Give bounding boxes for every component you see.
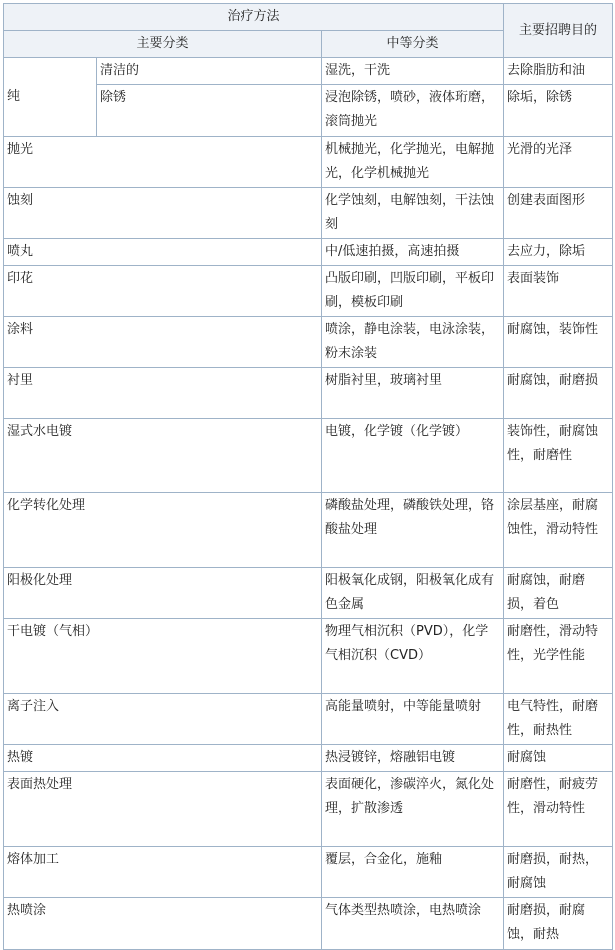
methods-cell: 电镀，化学镀（化学镀） <box>322 419 504 493</box>
purpose-cell: 耐磨性，耐疲劳性，滑动特性 <box>504 772 613 847</box>
methods-cell: 表面硬化，渗碳淬火，氮化处理，扩散渗透 <box>322 772 504 847</box>
table-row <box>4 493 613 568</box>
purpose-cell: 除垢，除锈 <box>504 85 613 137</box>
category-cell: 纯 <box>4 58 97 137</box>
table-row <box>4 58 613 85</box>
table-row <box>4 568 613 619</box>
methods-cell: 物理气相沉积（PVD），化学气相沉积（CVD） <box>322 619 504 694</box>
table-body <box>4 4 613 950</box>
table-row <box>4 239 613 266</box>
table-row <box>4 898 613 950</box>
methods-cell: 树脂衬里，玻璃衬里 <box>322 368 504 419</box>
table-row <box>4 188 613 239</box>
header-main-purpose: 主要招聘目的 <box>504 4 613 58</box>
purpose-cell: 耐腐蚀 <box>504 745 613 772</box>
methods-cell: 热浸镀锌，熔融铝电镀 <box>322 745 504 772</box>
methods-cell: 浸泡除锈，喷砂，液体珩磨，滚筒抛光 <box>322 85 504 137</box>
methods-cell: 高能量喷射，中等能量喷射 <box>322 694 504 745</box>
category-cell: 表面热处理 <box>4 772 322 847</box>
category-cell: 湿式水电镀 <box>4 419 322 493</box>
purpose-cell: 涂层基座，耐腐蚀性，滑动特性 <box>504 493 613 568</box>
header-treatment-method: 治疗方法 <box>4 4 504 31</box>
table-row <box>4 619 613 694</box>
table-row <box>4 266 613 317</box>
category-cell: 化学转化处理 <box>4 493 322 568</box>
category-cell: 蚀刻 <box>4 188 322 239</box>
subcategory-cell: 清洁的 <box>97 58 322 85</box>
category-cell: 干电镀（气相） <box>4 619 322 694</box>
table-row <box>4 745 613 772</box>
header-row-top <box>4 4 613 31</box>
methods-cell: 覆层，合金化，施釉 <box>322 847 504 898</box>
purpose-cell: 耐磨损，耐热，耐腐蚀 <box>504 847 613 898</box>
category-cell: 涂料 <box>4 317 322 368</box>
purpose-cell: 电气特性，耐磨性，耐热性 <box>504 694 613 745</box>
methods-cell: 阳极氧化成钢，阳极氧化成有色金属 <box>322 568 504 619</box>
purpose-cell: 耐磨损，耐腐蚀，耐热 <box>504 898 613 950</box>
purpose-cell: 去应力，除垢 <box>504 239 613 266</box>
methods-cell: 磷酸盐处理，磷酸铁处理，铬酸盐处理 <box>322 493 504 568</box>
methods-cell: 湿洗，干洗 <box>322 58 504 85</box>
header-main-category: 主要分类 <box>4 31 322 58</box>
subcategory-cell: 除锈 <box>97 85 322 137</box>
purpose-cell: 创建表面图形 <box>504 188 613 239</box>
purpose-cell: 耐腐蚀，耐磨损 <box>504 368 613 419</box>
category-cell: 衬里 <box>4 368 322 419</box>
header-middle-category: 中等分类 <box>322 31 504 58</box>
methods-cell: 凸版印刷，凹版印刷，平板印刷，模板印刷 <box>322 266 504 317</box>
purpose-cell: 光滑的光泽 <box>504 137 613 188</box>
table-row <box>4 772 613 847</box>
purpose-cell: 耐磨性，滑动特性，光学性能 <box>504 619 613 694</box>
table-row <box>4 419 613 493</box>
table-row <box>4 847 613 898</box>
category-cell: 喷丸 <box>4 239 322 266</box>
purpose-cell: 去除脂肪和油 <box>504 58 613 85</box>
category-cell: 抛光 <box>4 137 322 188</box>
methods-cell: 喷涂，静电涂装，电泳涂装，粉末涂装 <box>322 317 504 368</box>
methods-cell: 中/低速拍摄，高速拍摄 <box>322 239 504 266</box>
category-cell: 印花 <box>4 266 322 317</box>
table-row <box>4 368 613 419</box>
category-cell: 阳极化处理 <box>4 568 322 619</box>
category-cell: 离子注入 <box>4 694 322 745</box>
table-row <box>4 137 613 188</box>
purpose-cell: 耐腐蚀，装饰性 <box>504 317 613 368</box>
methods-cell: 机械抛光，化学抛光，电解抛光，化学机械抛光 <box>322 137 504 188</box>
purpose-cell: 耐腐蚀，耐磨损，着色 <box>504 568 613 619</box>
category-cell: 熔体加工 <box>4 847 322 898</box>
surface-treatment-table <box>3 3 613 950</box>
table-row <box>4 317 613 368</box>
category-cell: 热喷涂 <box>4 898 322 950</box>
methods-cell: 化学蚀刻，电解蚀刻，干法蚀刻 <box>322 188 504 239</box>
purpose-cell: 装饰性，耐腐蚀性，耐磨性 <box>504 419 613 493</box>
methods-cell: 气体类型热喷涂，电热喷涂 <box>322 898 504 950</box>
category-cell: 热镀 <box>4 745 322 772</box>
purpose-cell: 表面装饰 <box>504 266 613 317</box>
table-row <box>4 694 613 745</box>
